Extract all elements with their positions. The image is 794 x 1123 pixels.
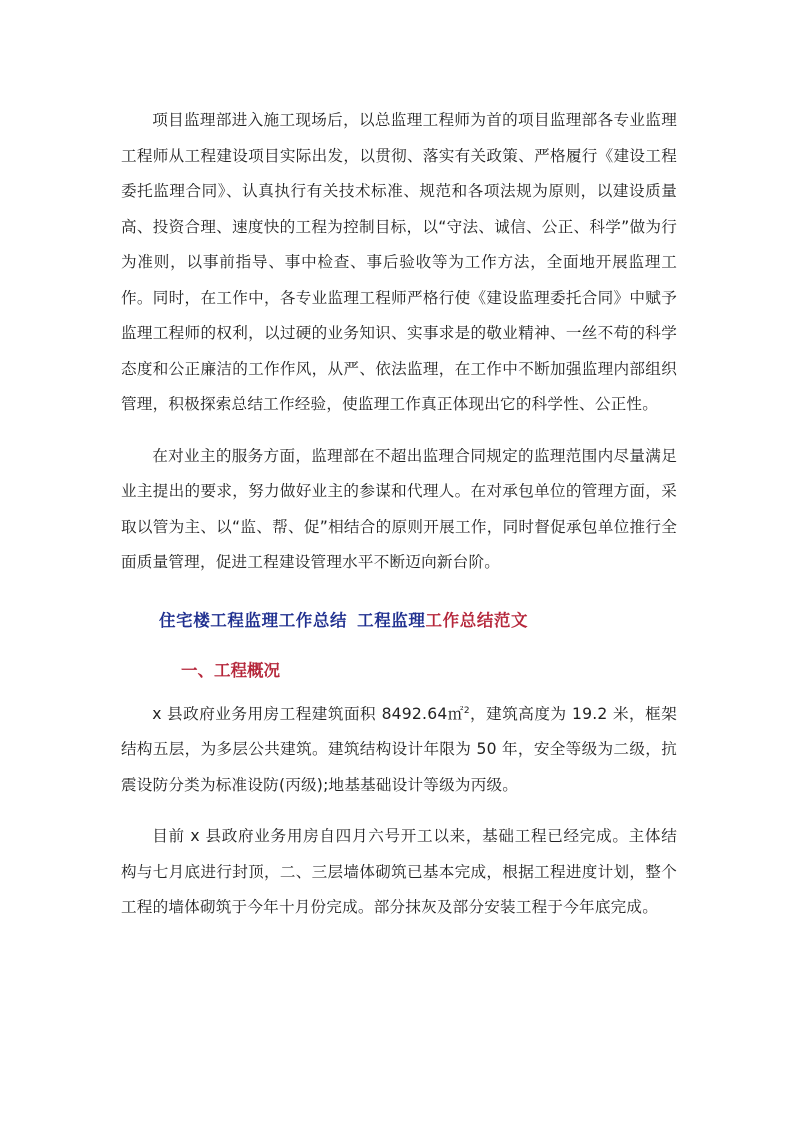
section-heading-overview: 一、工程概况 — [181, 660, 280, 680]
title-part-1: 住宅楼工程监理工作总结 — [159, 610, 348, 630]
title-part-2: 工程监理 — [357, 610, 426, 630]
document-page — [121, 103, 677, 926]
document-title — [121, 605, 677, 637]
intro-paragraph-2: 在对业主的服务方面，监理部在不超出监理合同规定的监理范围内尽量满足业主提出的要求，努力做好业主的参谋和代理人。在对承包单位的管理方面，采取以管为主、以“监、帮、促”相结合的原则开展工作，同时督促承包单位推行全面质量管理，促进工程建设管理水平不断迈向新台阶。 — [121, 446, 677, 571]
area-unit-superscript: 2 — [463, 705, 470, 716]
intro-paragraph-1: 项目监理部进入施工现场后，以总监理工程师为首的项目监理部各专业监理工程师从工程建设项目实际出发，以贯彻、落实有关政策、严格履行《建设工程委托监理合同》、认真执行有关技术标准、规范和各项法规为原则，以建设质量高、投资合理、速度快的工程为控制目标，以“守法、诚信、公正、科学”做为行为准则，以事前指导、事中检查、事后验收等为工作方法，全面地开展监理工作。同时，在工作中，各专业监理工程师严格行使《建设监理委托合同》中赋予监理工程师的权利，以过硬的业务知识、实事求是的敬业精神、一丝不苟的科学态度和公正廉洁的工作作风，从严、依法监理，在工作中不断加强监理内部组织管理，积极探索总结工作经验，使监理工作真正体现出它的科学性、公正性。 — [121, 111, 677, 413]
title-part-3: 工作总结范文 — [425, 610, 529, 630]
overview-paragraph-1 — [121, 697, 677, 804]
overview-paragraph-1-rest: ，建筑高度为 19.2 米，框架结构五层，为多层公共建筑。建筑结构设计年限为 50 年，安全等级为二级，抗震设防分类为标准设防(丙级);地基基础设计等级为丙级。 — [121, 704, 677, 794]
overview-paragraph-2: 目前 x 县政府业务用房自四月六号开工以来，基础工程已经完成。主体结构与七月底进行封顶，二、三层墙体砌筑已基本完成，根据工程进度计划，整个工程的墙体砌筑于今年十月份完成。部分抹灰及部分安装工程于今年底完成。 — [121, 827, 677, 916]
overview-paragraph-1-start: x 县政府业务用房工程建筑面积 8492.64㎡ — [152, 704, 464, 723]
